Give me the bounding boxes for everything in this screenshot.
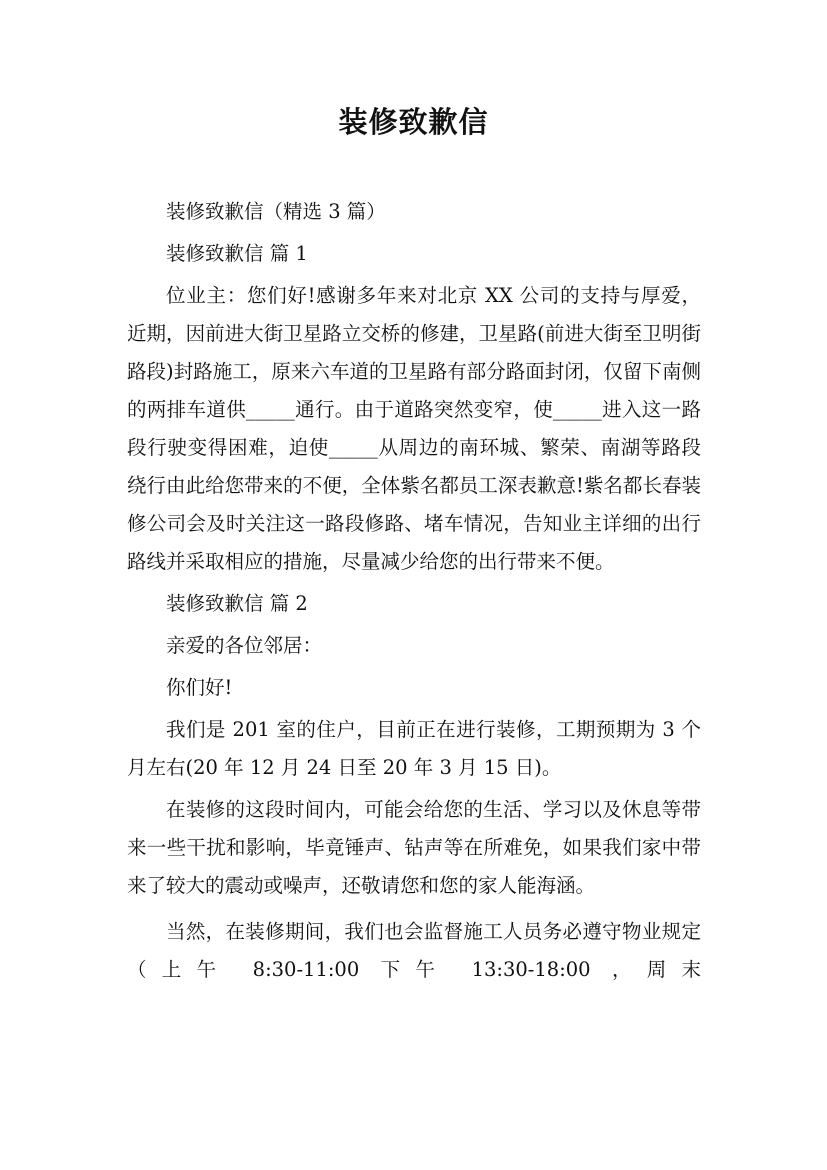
section-2-hello: 你们好! xyxy=(166,676,233,699)
section-2-paragraph-2: 在装修的这段时间内，可能会给您的生活、学习以及休息等带来一些干扰和影响，毕竟锤声、钻声等在所难免，如果我们家中带来了较大的震动或噪声，还敬请您和您的家人能海涵。 xyxy=(127,798,701,897)
section-2-paragraph-3: 当然，在装修期间，我们也会监督施工人员务必遵守物业规定（上午 8:30-11:00 下午 13:30-18:00 ，周末 xyxy=(127,920,701,981)
document-title: 装修致歉信 xyxy=(338,105,489,139)
section-1-heading: 装修致歉信 篇 1 xyxy=(166,242,308,265)
section-2-greeting: 亲爱的各位邻居： xyxy=(166,634,323,657)
section-1-body: 位业主：您们好!感谢多年来对北京 XX 公司的支持与厚爱，近期，因前进大街卫星路立交桥的修建，卫星路(前进大街至卫明街路段)封路施工，原来六车道的卫星路有部分路面封闭，仅留下南侧的两排车道供_____通行。由于道路突然变窄，使_____进入这一路段行驶变得困难，迫使_____从周边的南环城、繁荣、南湖等路段绕行由此给您带来的不便，全体紫名都员工深表歉意!紫名都长春装修公司会及时关注这一路段修路、堵车情况，告知业主详细的出行路线并采取相应的措施，尽量减少给您的出行带来不便。 xyxy=(127,284,701,573)
document-subtitle: 装修致歉信（精选 3 篇） xyxy=(166,200,386,223)
document-body xyxy=(127,193,701,989)
section-2-paragraph-1: 我们是 201 室的住户，目前正在进行装修，工期预期为 3 个月左右(20 年 12 月 24 日至 20 年 3 月 15 日)。 xyxy=(127,718,701,779)
section-2-heading: 装修致歉信 篇 2 xyxy=(166,592,308,615)
